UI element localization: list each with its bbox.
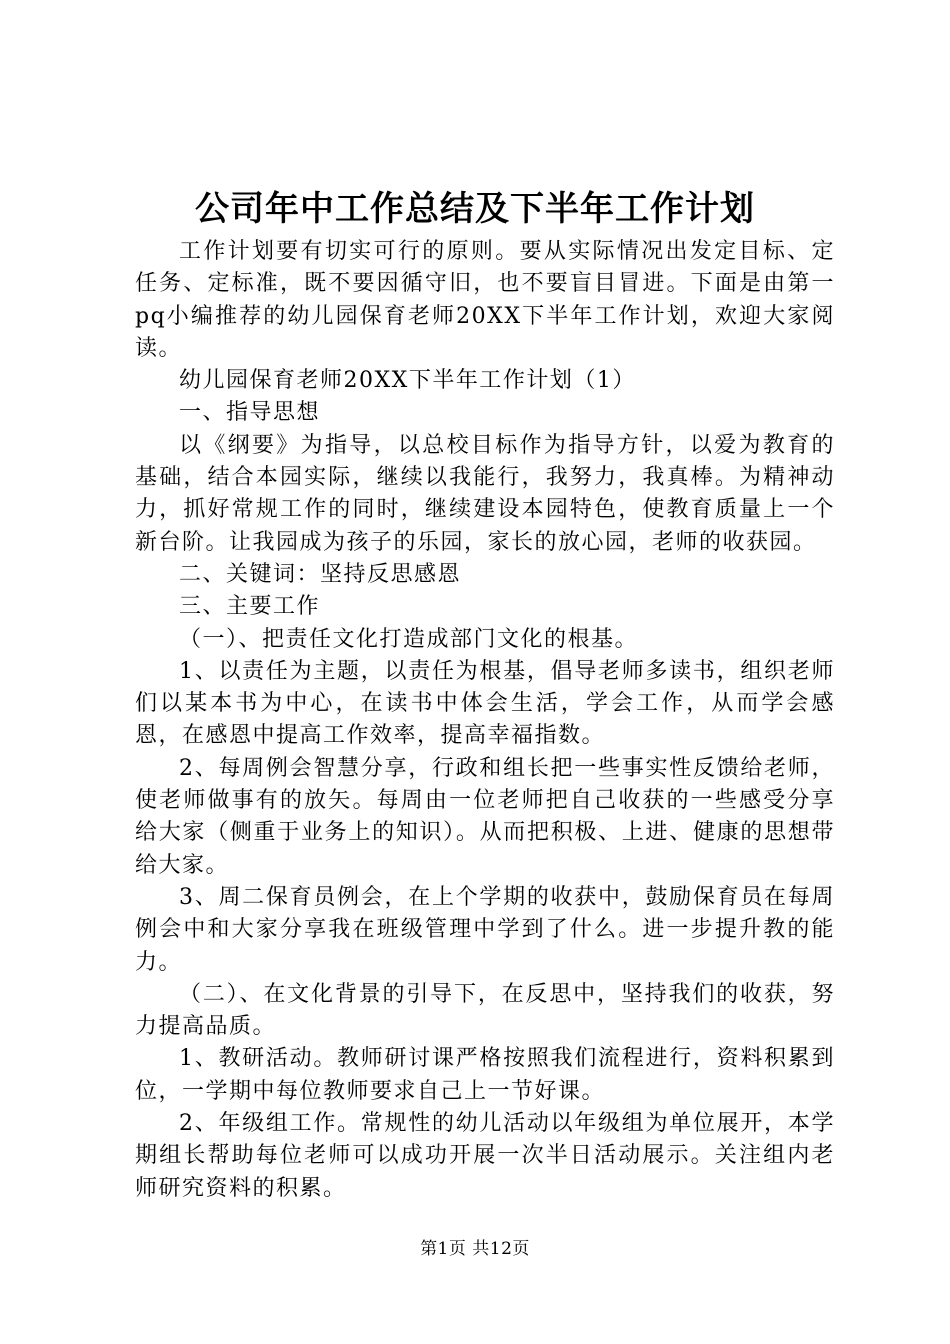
subsection-heading-1: （一）、把责任文化打造成部门文化的根基。 — [179, 626, 639, 652]
subsection-heading-2: （二）、在文化背景的引导下，在反思中，坚持我们的收获，努力提高品质。 — [135, 981, 835, 1040]
document-title: 公司年中工作总结及下半年工作计划 — [195, 189, 755, 229]
section-heading-guiding-ideology: 一、指导思想 — [179, 400, 321, 426]
document-body — [135, 236, 835, 1205]
intro-paragraph: 工作计划要有切实可行的原则。要从实际情况出发定目标、定任务、定标准，既不要因循守旧，也不要盲目冒进。下面是由第一pq小编推荐的幼儿园保育老师20XX下半年工作计划，欢迎大家阅读。 — [135, 239, 835, 361]
plan-subtitle: 幼儿园保育老师20XX下半年工作计划（1） — [179, 368, 636, 394]
section-heading-keywords: 二、关键词：坚持反思感恩 — [179, 561, 462, 587]
page-footer: 第1页 共12页 — [420, 1239, 530, 1259]
list-item-paragraph: 3、周二保育员例会，在上个学期的收获中，鼓励保育员在每周例会中和大家分享我在班级管理中学到了什么。进一步提升教的能力。 — [135, 884, 835, 975]
list-item-paragraph: 2、年级组工作。常规性的幼儿活动以年级组为单位展开，本学期组长帮助每位老师可以成功开展一次半日活动展示。关注组内老师研究资料的积累。 — [135, 1111, 835, 1201]
list-item-paragraph: 1、教研活动。教师研讨课严格按照我们流程进行，资料积累到位，一学期中每位教师要求自己上一节好课。 — [135, 1046, 835, 1104]
list-item-paragraph: 1、以责任为主题，以责任为根基，倡导老师多读书，组织老师们以某本书为中心，在读书中体会生活，学会工作，从而学会感恩，在感恩中提高工作效率，提高幸福指数。 — [135, 658, 835, 749]
section-heading-main-work: 三、主要工作 — [179, 594, 321, 620]
list-item-paragraph: 2、每周例会智慧分享，行政和组长把一些事实性反馈给老师，使老师做事有的放矢。每周由一位老师把自己收获的一些感受分享给大家（侧重于业务上的知识）。从而把积极、上进、健康的思想带给大家。 — [135, 755, 835, 878]
guiding-ideology-paragraph: 以《纲要》为指导，以总校目标作为指导方针，以爱为教育的基础，结合本园实际，继续以我能行，我努力，我真棒。为精神动力，抓好常规工作的同时，继续建设本园特色，使教育质量上一个新台阶。让我园成为孩子的乐园，家长的放心园，老师的收获园。 — [135, 432, 835, 555]
